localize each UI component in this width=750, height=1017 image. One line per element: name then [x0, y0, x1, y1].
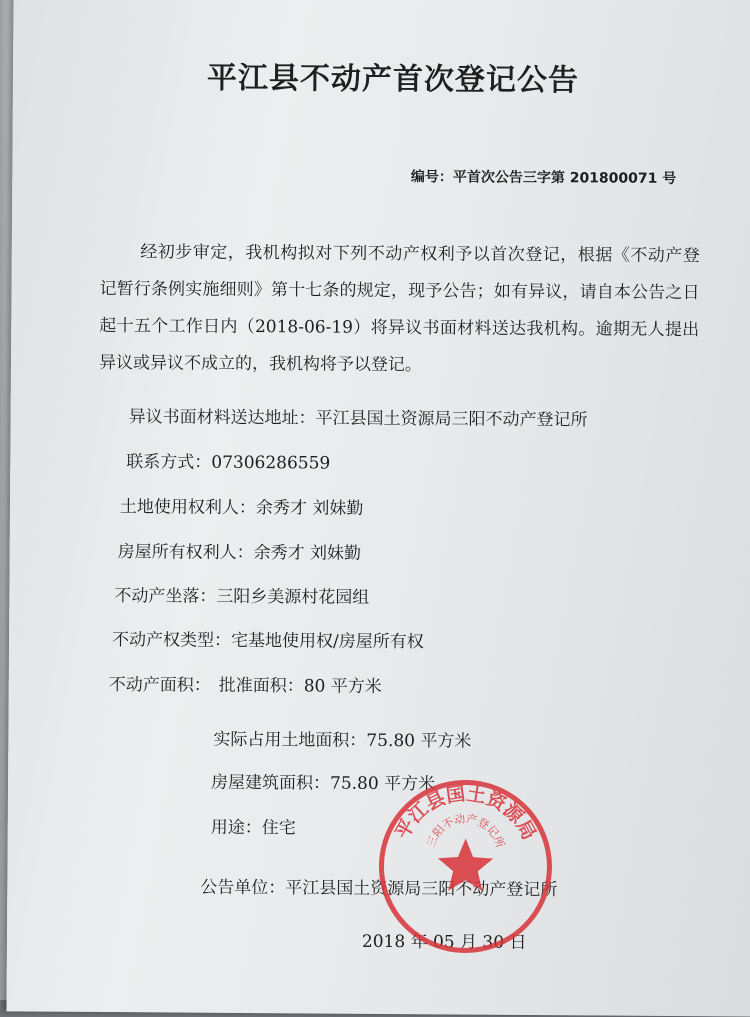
official-seal — [375, 776, 556, 957]
seal-inner-text: 三阳不动产登记所 — [424, 811, 507, 850]
notice-paragraph — [99, 234, 700, 386]
notice-paper — [6, 0, 750, 1017]
usage: 用途：住宅 — [211, 813, 296, 839]
issuer: 公告单位：平江县国土资源局三阳不动产登记所 — [200, 873, 557, 900]
actual-land-area: 实际占用土地面积：75.80 平方米 — [213, 725, 471, 752]
objection-address: 异议书面材料送达地址：平江县国土资源局三阳不动产登记所 — [129, 402, 588, 430]
land-user: 土地使用权利人：余秀才 刘妹勤 — [120, 492, 364, 519]
building-area: 房屋建筑面积：75.80 平方米 — [211, 768, 435, 795]
contact-info: 联系方式：07306286559 — [126, 447, 330, 473]
property-location: 不动产坐落：三阳乡美源村花园组 — [114, 581, 369, 608]
seal-outer-text: 平江县国土资源局 — [391, 781, 540, 843]
date: 2018 年 05 月 30 日 — [362, 927, 527, 953]
house-owner: 房屋所有权利人：余秀才 刘妹勤 — [118, 537, 362, 564]
seal-star-icon — [438, 838, 494, 891]
approved-area: 批准面积：80 平方米 — [219, 671, 382, 697]
page-title: 平江县不动产首次登记公告 — [13, 51, 750, 100]
document-number: 编号：平首次公告三字第 201800071 号 — [411, 166, 677, 188]
notice-paragraph-text: 经初步审定，我机构拟对下列不动产权利予以首次登记，根据《不动产登记暂行条例实施细则》第十七条的规定，现予公告；如有异议，请自本公告之日起十五个工作日内（2018-06-19）将异议书面材料送达我机构。逾期无人提出异议或异议不成立的，我机构将予以登记。 — [99, 242, 700, 375]
right-type: 不动产权类型：宅基地使用权/房屋所有权 — [112, 625, 424, 652]
area-label: 不动产面积： — [109, 670, 211, 696]
